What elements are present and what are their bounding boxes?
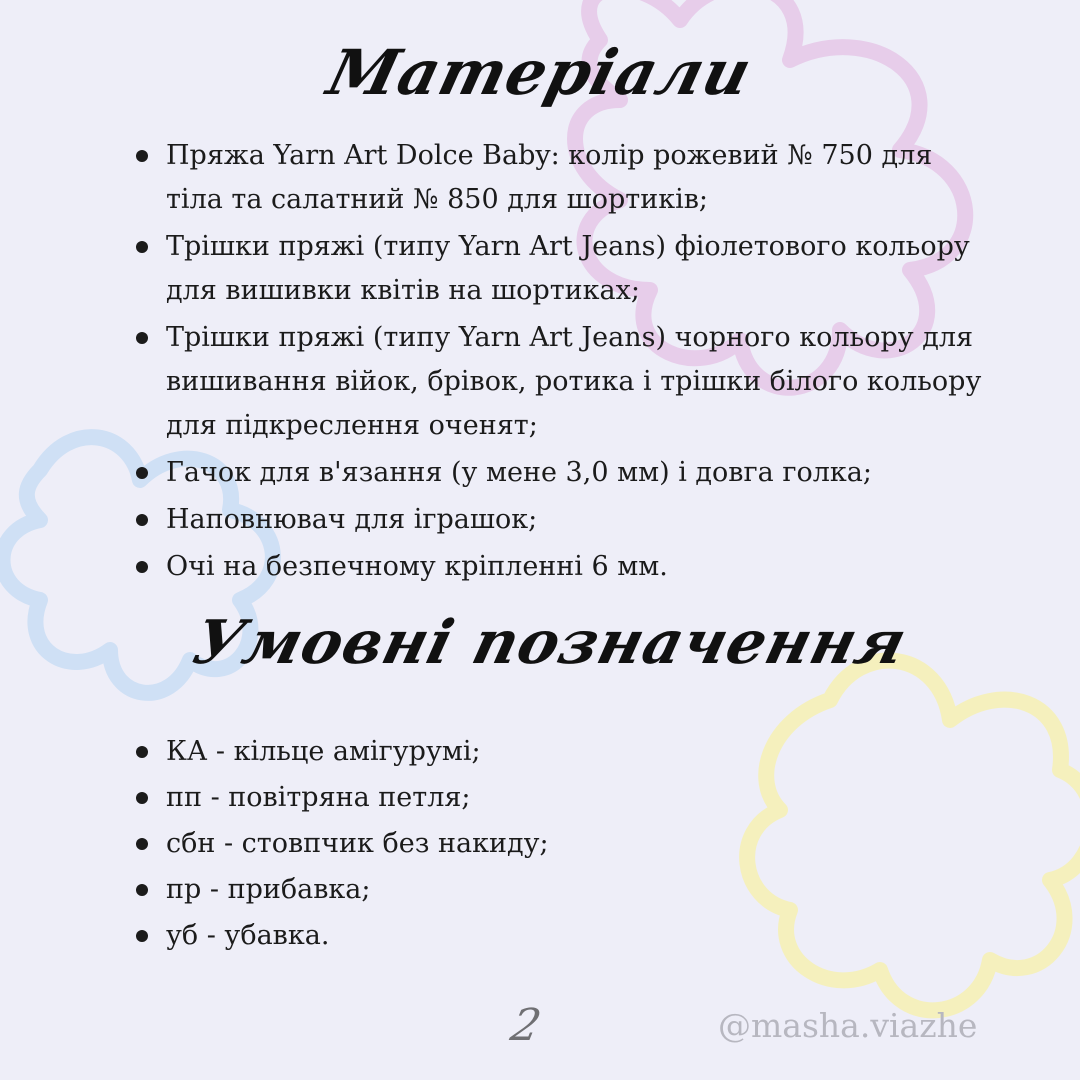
- bullet-icon: [136, 514, 148, 526]
- materials-title: Матеріали: [320, 36, 760, 109]
- list-item: [130, 498, 990, 542]
- list-item: [130, 134, 990, 222]
- list-item-text: Очі на безпечному кріпленні 6 мм.: [166, 551, 668, 582]
- bullet-icon: [136, 332, 148, 344]
- legend-list: [130, 730, 830, 960]
- bullet-icon: [136, 838, 148, 850]
- page-number: 2: [506, 1000, 546, 1051]
- bullet-icon: [136, 930, 148, 942]
- bullet-icon: [136, 884, 148, 896]
- legend-title: Умовні позначення: [186, 608, 914, 678]
- bullet-icon: [136, 561, 148, 573]
- bullet-icon: [136, 792, 148, 804]
- list-item: [130, 868, 830, 912]
- list-item-text: КА - кільце амігурумі;: [166, 736, 481, 767]
- bullet-icon: [136, 746, 148, 758]
- list-item: [130, 730, 830, 774]
- bullet-icon: [136, 467, 148, 479]
- list-item-text: Трішки пряжі (типу Yarn Art Jeans) чорного кольору для вишивання війок, брівок, ротика і трішки білого кольору для підкреслення оченят;: [166, 322, 982, 441]
- list-item-text: Трішки пряжі (типу Yarn Art Jeans) фіолетового кольору для вишивки квітів на шортиках;: [166, 231, 970, 306]
- list-item: [130, 822, 830, 866]
- bullet-icon: [136, 241, 148, 253]
- list-item-text: Гачок для в'язання (у мене 3,0 мм) і довга голка;: [166, 457, 872, 488]
- list-item-text: сбн - стовпчик без накиду;: [166, 828, 549, 859]
- list-item: [130, 316, 990, 448]
- list-item: [130, 776, 830, 820]
- list-item-text: пр - прибавка;: [166, 874, 371, 905]
- list-item-text: Пряжа Yarn Art Dolce Baby: колір рожевий № 750 для тіла та салатний № 850 для шортиків;: [166, 140, 933, 215]
- list-item-text: Наповнювач для іграшок;: [166, 504, 538, 535]
- list-item: [130, 225, 990, 313]
- list-item-text: уб - убавка.: [166, 920, 330, 951]
- list-item: [130, 914, 830, 958]
- list-item: [130, 451, 990, 495]
- list-item: [130, 545, 990, 589]
- materials-list: [130, 134, 990, 592]
- list-item-text: пп - повітряна петля;: [166, 782, 471, 813]
- bullet-icon: [136, 150, 148, 162]
- author-handle: @masha.viazhe: [718, 1006, 978, 1045]
